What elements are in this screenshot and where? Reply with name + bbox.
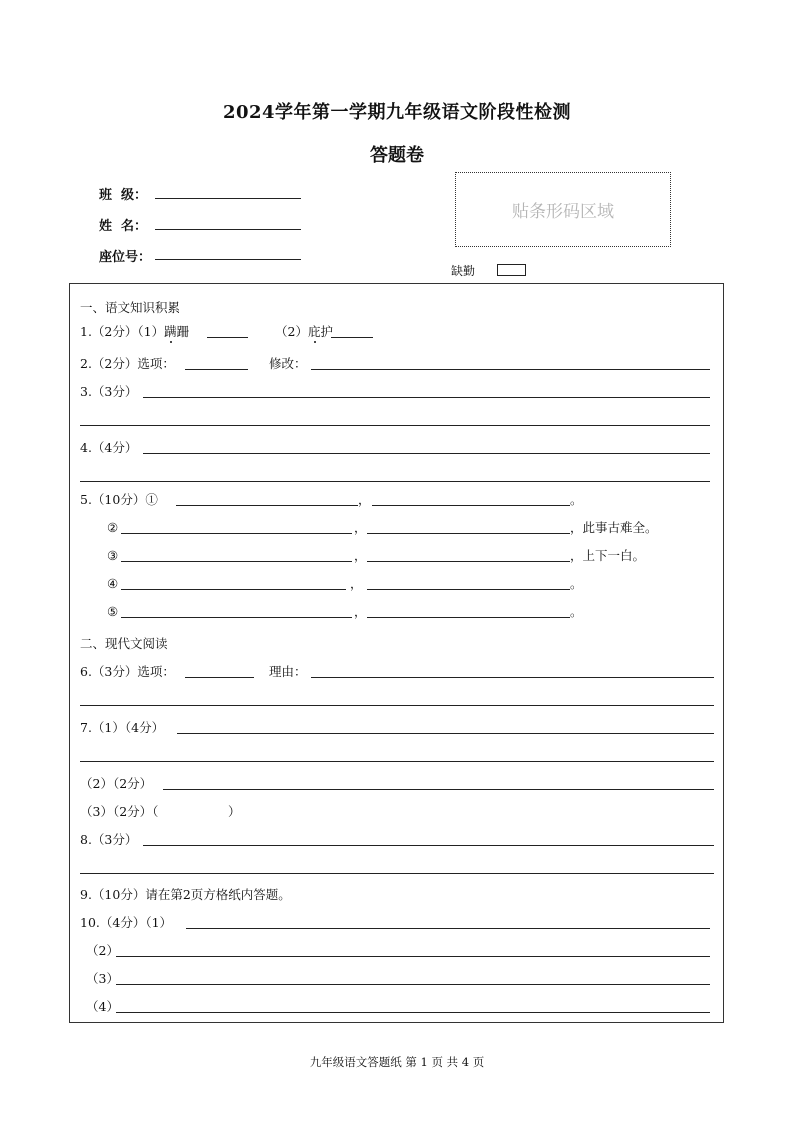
q2-label: 2.（2分）选项： [80,356,175,371]
q5-5-line-a[interactable] [121,617,352,618]
q10-4-label: （4） [86,999,119,1014]
q2-modify-label: 修改： [269,356,307,371]
q5-2-line-b[interactable] [367,533,570,534]
q1-answer-1[interactable] [207,337,248,338]
name-label: 姓 名： [99,219,148,234]
q5-4-comma: ， [350,576,363,591]
page-footer: 九年级语文答题纸 第 1 页 共 4 页 [309,1055,485,1069]
q5-2-comma: ， [354,520,367,535]
q7-2-label: （2）（2分） [80,776,153,791]
page-title: 2024学年第一学期九年级语文阶段性检测 [222,102,572,123]
q5-2-ending: ，此事古难全。 [570,520,658,535]
absent-checkbox[interactable] [497,264,526,276]
seat-label: 座位号： [99,250,152,265]
q2-modify-field[interactable] [311,369,710,370]
page-subtitle: 答题卷 [370,145,424,166]
q1-answer-2[interactable] [331,337,373,338]
q7-1-line-1[interactable] [177,733,714,734]
q1-word2-char2: 护 [320,324,333,339]
q5-5-comma: ， [354,604,367,619]
absent-label: 缺勤 [451,264,476,278]
q5-3-line-b[interactable] [367,561,570,562]
q5-label: 5.（10分）① [80,492,158,507]
q6-label: 6.（3分）选项： [80,664,175,679]
barcode-label: 贴条形码区域 [512,202,614,222]
q7-1-line-2[interactable] [80,761,714,762]
q5-1-line-a[interactable] [176,505,358,506]
q10-label: 10.（4分）（1） [80,915,173,930]
q5-5-label: ⑤ [107,604,119,619]
q1-label: 1.（2分）（1）蹒跚 [80,324,190,339]
q1-word2-char1: 庇 [307,324,321,339]
q3-answer-line-1[interactable] [143,397,710,398]
seat-field[interactable] [155,247,301,260]
q5-3-comma: ， [354,548,367,563]
q7-3-label: （3）（2分）（ [80,804,159,819]
q10-1-line[interactable] [186,928,710,929]
q10-3-label: （3） [86,971,119,986]
q3-answer-line-2[interactable] [80,425,710,426]
q8-line-2[interactable] [80,873,714,874]
q1-part2-label: （2）庇护 [275,324,333,339]
name-field[interactable] [155,217,301,230]
class-label: 班 级： [99,188,148,203]
q5-4-period: 。 [570,576,583,591]
q2-option-field[interactable] [185,369,248,370]
q5-4-label: ④ [107,576,119,591]
q7-3-close-paren: ） [228,804,241,819]
q1-word1-char1: 蹒 [164,324,177,339]
q5-3-ending: ，上下一白。 [570,548,646,563]
q5-1-period: 。 [570,492,583,507]
q1-word1-char2: 跚 [176,324,190,339]
q5-3-label: ③ [107,548,119,563]
q5-4-line-b[interactable] [367,589,570,590]
q5-1-line-b[interactable] [372,505,570,506]
q4-label: 4.（4分） [80,440,138,455]
q5-3-line-a[interactable] [121,561,352,562]
q5-2-label: ② [107,520,119,535]
q4-answer-line-2[interactable] [80,481,710,482]
section-heading-1: 一、语文知识积累 [80,300,181,315]
q10-4-line[interactable] [116,1012,710,1013]
q10-2-label: （2） [86,943,119,958]
q6-option-field[interactable] [185,677,254,678]
q10-2-line[interactable] [116,956,710,957]
section-heading-2: 二、现代文阅读 [80,636,168,651]
q3-label: 3.（3分） [80,384,138,399]
q6-reason-line-2[interactable] [80,705,714,706]
q8-line-1[interactable] [143,845,714,846]
q6-reason-line-1[interactable] [311,677,714,678]
class-field[interactable] [155,186,301,199]
q5-5-period: 。 [570,604,583,619]
q4-answer-line-1[interactable] [143,453,710,454]
barcode-area [455,172,671,247]
q9-text: 9.（10分）请在第2页方格纸内答题。 [80,887,291,902]
q5-2-line-a[interactable] [121,533,352,534]
q10-3-line[interactable] [116,984,710,985]
q8-label: 8.（3分） [80,832,138,847]
q5-5-line-b[interactable] [367,617,570,618]
q6-reason-label: 理由： [269,664,307,679]
q5-1-comma: ， [358,492,371,507]
q7-1-label: 7.（1）（4分） [80,720,165,735]
q5-4-line-a[interactable] [121,589,346,590]
q7-2-line[interactable] [163,789,714,790]
answer-frame [69,283,724,1023]
